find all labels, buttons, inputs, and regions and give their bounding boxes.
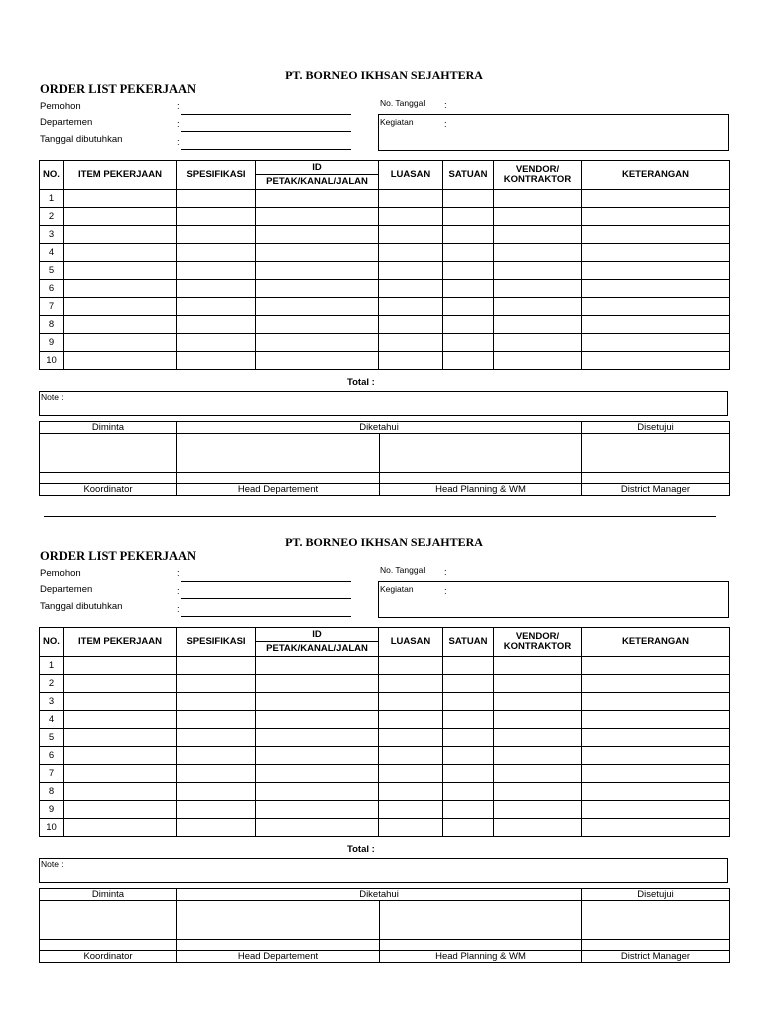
signature-cell[interactable] [380,901,582,940]
table-cell[interactable] [256,226,379,244]
table-cell[interactable] [443,801,494,819]
diminta-label: Diminta [40,422,177,434]
table-cell[interactable] [64,729,177,747]
table-cell[interactable] [379,208,443,226]
col-id-header: ID [256,161,379,175]
colon: : [177,604,180,615]
table-cell[interactable] [582,352,730,370]
table-cell[interactable] [379,819,443,837]
col-keterangan-header: KETERANGAN [582,161,730,190]
col-no-header: NO. [40,161,64,190]
table-cell[interactable] [379,226,443,244]
table-cell[interactable] [379,711,443,729]
table-cell[interactable] [582,298,730,316]
table-cell[interactable] [256,693,379,711]
row-number: 2 [40,208,64,226]
table-row [40,226,730,244]
col-vendor-header [494,628,582,657]
kegiatan-box[interactable] [378,581,729,618]
table-row [40,801,730,819]
table-cell[interactable] [443,711,494,729]
table-cell[interactable] [443,819,494,837]
table-cell[interactable] [379,262,443,280]
table-cell[interactable] [379,729,443,747]
table-cell[interactable] [582,334,730,352]
table-cell[interactable] [177,316,256,334]
colon: : [444,586,447,597]
col-petak-header: PETAK/KANAL/JALAN [256,175,379,190]
row-number: 4 [40,711,64,729]
table-cell[interactable] [582,316,730,334]
table-cell[interactable] [379,783,443,801]
table-cell[interactable] [379,316,443,334]
district-manager-label: District Manager [582,484,730,496]
name-cell[interactable] [40,940,177,951]
table-cell[interactable] [177,226,256,244]
table-cell[interactable] [64,226,177,244]
table-cell[interactable] [177,819,256,837]
row-number: 1 [40,190,64,208]
table-cell[interactable] [177,783,256,801]
table-cell[interactable] [494,675,582,693]
colon: : [177,568,180,579]
table-row [40,765,730,783]
colon: : [177,586,180,597]
company-name: PT. BORNEO IKHSAN SEJAHTERA [285,535,483,549]
head-departement-label: Head Departement [177,484,380,496]
table-row [40,693,730,711]
table-cell[interactable] [379,352,443,370]
colon: : [177,137,180,148]
pemohon-label: Pemohon [40,568,81,579]
table-row [40,334,730,352]
table-cell[interactable] [64,316,177,334]
table-row [40,262,730,280]
table-cell[interactable] [494,711,582,729]
table-cell[interactable] [256,819,379,837]
table-cell[interactable] [443,693,494,711]
row-number: 7 [40,298,64,316]
items-table [39,627,730,837]
table-cell[interactable] [177,262,256,280]
table-cell[interactable] [582,226,730,244]
colon: : [444,119,447,130]
kegiatan-box[interactable] [378,114,729,151]
name-cell[interactable] [177,473,380,484]
row-number: 5 [40,729,64,747]
signature-cell[interactable] [582,901,730,940]
col-no-header: NO. [40,628,64,657]
table-row [40,244,730,262]
table-cell[interactable] [64,334,177,352]
col-luasan-header: LUASAN [379,628,443,657]
name-cell[interactable] [582,940,730,951]
table-cell[interactable] [64,244,177,262]
colon: : [444,100,447,111]
table-cell[interactable] [443,765,494,783]
head-planning-label: Head Planning & WM [380,484,582,496]
table-cell[interactable] [64,208,177,226]
table-cell[interactable] [494,801,582,819]
departemen-label: Departemen [40,584,93,595]
name-cell[interactable] [380,473,582,484]
col-satuan-header: SATUAN [443,628,494,657]
table-cell[interactable] [177,208,256,226]
table-cell[interactable] [582,208,730,226]
note-label: Note : [41,392,64,402]
colon: : [444,567,447,578]
kegiatan-label: Kegiatan [380,584,414,594]
table-cell[interactable] [177,280,256,298]
company-name: PT. BORNEO IKHSAN SEJAHTERA [285,68,483,82]
name-cell[interactable] [380,940,582,951]
table-cell[interactable] [443,208,494,226]
koordinator-label: Koordinator [40,951,177,963]
name-cell[interactable] [40,473,177,484]
table-cell[interactable] [256,298,379,316]
row-number: 4 [40,244,64,262]
table-row [40,747,730,765]
tanggal-dibutuhkan-label: Tanggal dibutuhkan [40,134,123,145]
table-row [40,783,730,801]
table-cell[interactable] [443,190,494,208]
table-row [40,729,730,747]
cut-line-divider [44,516,716,517]
row-number: 8 [40,783,64,801]
table-cell[interactable] [582,262,730,280]
table-cell[interactable] [582,280,730,298]
table-cell[interactable] [494,334,582,352]
table-cell[interactable] [582,729,730,747]
signature-cell[interactable] [177,434,380,473]
table-cell[interactable] [177,352,256,370]
note-box[interactable] [39,391,728,416]
col-luasan-header: LUASAN [379,161,443,190]
signature-cell[interactable] [40,434,177,473]
table-cell[interactable] [494,352,582,370]
signature-cell[interactable] [582,434,730,473]
table-cell[interactable] [582,244,730,262]
table-row [40,352,730,370]
table-cell[interactable] [443,657,494,675]
table-cell[interactable] [379,334,443,352]
table-cell[interactable] [256,747,379,765]
table-cell[interactable] [256,280,379,298]
row-number: 5 [40,262,64,280]
table-cell[interactable] [494,729,582,747]
table-cell[interactable] [582,765,730,783]
table-cell[interactable] [177,747,256,765]
table-cell[interactable] [443,226,494,244]
table-cell[interactable] [494,657,582,675]
table-cell[interactable] [256,657,379,675]
table-cell[interactable] [256,262,379,280]
table-cell[interactable] [64,801,177,819]
table-cell[interactable] [256,190,379,208]
table-cell[interactable] [582,693,730,711]
table-cell[interactable] [256,801,379,819]
total-label: Total : [347,844,375,855]
table-cell[interactable] [64,693,177,711]
pemohon-field[interactable] [181,581,351,582]
table-cell[interactable] [256,729,379,747]
table-cell[interactable] [256,208,379,226]
koordinator-label: Koordinator [40,484,177,496]
table-cell[interactable] [443,352,494,370]
diketahui-label: Diketahui [177,889,582,901]
table-cell[interactable] [494,819,582,837]
table-row [40,316,730,334]
table-cell[interactable] [256,316,379,334]
table-cell[interactable] [379,298,443,316]
row-number: 6 [40,747,64,765]
table-cell[interactable] [443,244,494,262]
row-number: 10 [40,819,64,837]
district-manager-label: District Manager [582,951,730,963]
table-cell[interactable] [64,190,177,208]
table-cell[interactable] [379,693,443,711]
items-body [40,190,730,370]
table-cell[interactable] [379,244,443,262]
table-cell[interactable] [443,334,494,352]
vendor-line-2: KONTRAKTOR [503,174,572,185]
no-tanggal-field[interactable] [450,112,728,113]
table-row [40,657,730,675]
table-cell[interactable] [256,765,379,783]
table-cell[interactable] [379,675,443,693]
col-vendor-header [494,161,582,190]
items-body [40,657,730,837]
name-cell[interactable] [582,473,730,484]
pemohon-label: Pemohon [40,101,81,112]
row-number: 1 [40,657,64,675]
row-number: 7 [40,765,64,783]
table-cell[interactable] [582,711,730,729]
table-cell[interactable] [177,334,256,352]
diketahui-label: Diketahui [177,422,582,434]
table-cell[interactable] [582,190,730,208]
tanggal-dibutuhkan-field[interactable] [181,616,351,617]
table-cell[interactable] [64,765,177,783]
vendor-line-1: VENDOR/ [515,631,560,642]
name-cell[interactable] [177,940,380,951]
table-row [40,280,730,298]
table-cell[interactable] [177,657,256,675]
table-row [40,298,730,316]
table-cell[interactable] [494,747,582,765]
departemen-field[interactable] [181,131,351,132]
table-cell[interactable] [177,244,256,262]
table-cell[interactable] [64,298,177,316]
table-cell[interactable] [443,262,494,280]
table-cell[interactable] [494,783,582,801]
table-cell[interactable] [443,316,494,334]
table-cell[interactable] [582,819,730,837]
table-cell[interactable] [443,675,494,693]
col-keterangan-header: KETERANGAN [582,628,730,657]
table-cell[interactable] [256,783,379,801]
table-cell[interactable] [443,783,494,801]
head-departement-label: Head Departement [177,951,380,963]
table-cell[interactable] [494,244,582,262]
table-cell[interactable] [177,729,256,747]
col-petak-header: PETAK/KANAL/JALAN [256,642,379,657]
table-cell[interactable] [64,675,177,693]
table-row [40,208,730,226]
table-cell[interactable] [64,819,177,837]
row-number: 6 [40,280,64,298]
table-cell[interactable] [443,729,494,747]
table-cell[interactable] [177,693,256,711]
table-cell[interactable] [379,190,443,208]
tanggal-dibutuhkan-label: Tanggal dibutuhkan [40,601,123,612]
row-number: 2 [40,675,64,693]
tanggal-dibutuhkan-field[interactable] [181,149,351,150]
table-row [40,190,730,208]
table-cell[interactable] [64,783,177,801]
note-box[interactable] [39,858,728,883]
diminta-label: Diminta [40,889,177,901]
table-cell[interactable] [494,693,582,711]
table-cell[interactable] [582,657,730,675]
departemen-field[interactable] [181,598,351,599]
disetujui-label: Disetujui [582,889,730,901]
row-number: 8 [40,316,64,334]
vendor-line-2: KONTRAKTOR [503,641,572,652]
row-number: 9 [40,801,64,819]
table-cell[interactable] [379,765,443,783]
table-cell[interactable] [494,190,582,208]
table-cell[interactable] [494,316,582,334]
table-cell[interactable] [177,765,256,783]
table-cell[interactable] [64,747,177,765]
vendor-line-1: VENDOR/ [515,164,560,175]
note-label: Note : [41,859,64,869]
table-cell[interactable] [494,298,582,316]
kegiatan-label: Kegiatan [380,117,414,127]
no-tanggal-label: No. Tanggal [380,98,426,108]
table-cell[interactable] [379,747,443,765]
signature-table [39,888,730,963]
table-cell[interactable] [379,280,443,298]
form-title: ORDER LIST PEKERJAAN [40,549,197,563]
col-spesifikasi-header: SPESIFIKASI [177,161,256,190]
table-cell[interactable] [494,765,582,783]
table-cell[interactable] [64,711,177,729]
col-item-header: ITEM PEKERJAAN [64,161,177,190]
table-cell[interactable] [443,298,494,316]
head-planning-label: Head Planning & WM [380,951,582,963]
table-cell[interactable] [177,801,256,819]
form-title: ORDER LIST PEKERJAAN [40,82,197,96]
table-cell[interactable] [494,280,582,298]
table-cell[interactable] [177,675,256,693]
table-cell[interactable] [494,226,582,244]
signature-cell[interactable] [177,901,380,940]
items-table [39,160,730,370]
table-cell[interactable] [177,711,256,729]
table-cell[interactable] [443,747,494,765]
table-cell[interactable] [64,280,177,298]
signature-cell[interactable] [40,901,177,940]
row-number: 3 [40,226,64,244]
no-tanggal-field[interactable] [450,579,728,580]
col-spesifikasi-header: SPESIFIKASI [177,628,256,657]
table-cell[interactable] [256,711,379,729]
col-item-header: ITEM PEKERJAAN [64,628,177,657]
table-cell[interactable] [582,675,730,693]
no-tanggal-label: No. Tanggal [380,565,426,575]
table-cell[interactable] [379,801,443,819]
table-cell[interactable] [177,298,256,316]
signature-cell[interactable] [380,434,582,473]
table-cell[interactable] [494,208,582,226]
table-cell[interactable] [582,747,730,765]
table-cell[interactable] [64,262,177,280]
table-cell[interactable] [256,352,379,370]
signature-table [39,421,730,496]
table-cell[interactable] [256,244,379,262]
table-row [40,675,730,693]
table-cell[interactable] [443,280,494,298]
pemohon-field[interactable] [181,114,351,115]
table-cell[interactable] [256,334,379,352]
col-id-header: ID [256,628,379,642]
colon: : [177,101,180,112]
row-number: 10 [40,352,64,370]
row-number: 9 [40,334,64,352]
colon: : [177,119,180,130]
table-cell[interactable] [64,352,177,370]
departemen-label: Departemen [40,117,93,128]
table-cell[interactable] [494,262,582,280]
row-number: 3 [40,693,64,711]
table-cell[interactable] [177,190,256,208]
table-row [40,711,730,729]
table-cell[interactable] [582,801,730,819]
table-cell[interactable] [379,657,443,675]
total-label: Total : [347,377,375,388]
disetujui-label: Disetujui [582,422,730,434]
col-satuan-header: SATUAN [443,161,494,190]
table-cell[interactable] [582,783,730,801]
table-cell[interactable] [64,657,177,675]
table-cell[interactable] [256,675,379,693]
table-row [40,819,730,837]
